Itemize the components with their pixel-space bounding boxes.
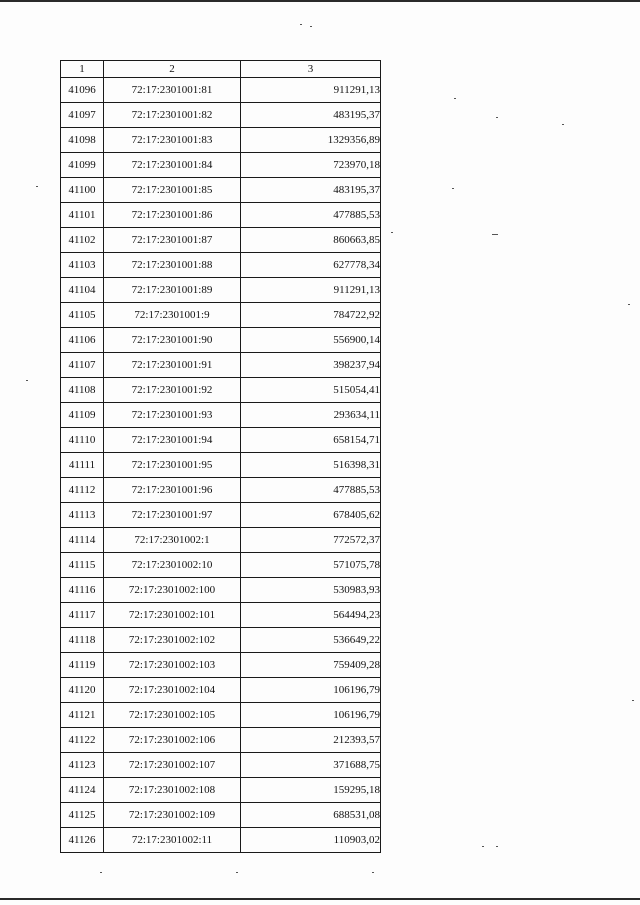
cadastral-number-cell: 72:17:2301001:97 [104,503,241,528]
table-row [61,403,381,428]
cadastral-number-cell: 72:17:2301001:91 [104,353,241,378]
table-header-row [61,61,381,78]
scan-speck [628,304,630,305]
table-row [61,378,381,403]
row-number-cell: 41121 [61,703,104,728]
value-cell: 772572,37 [241,528,381,553]
cadastral-number-cell: 72:17:2301002:103 [104,653,241,678]
value-cell: 759409,28 [241,653,381,678]
table-row [61,828,381,853]
table-row [61,303,381,328]
row-number-cell: 41117 [61,603,104,628]
table-row [61,128,381,153]
value-cell: 477885,53 [241,478,381,503]
row-number-cell: 41105 [61,303,104,328]
scan-speck [452,188,454,189]
value-cell: 106196,79 [241,703,381,728]
table-row [61,778,381,803]
cadastral-number-cell: 72:17:2301001:96 [104,478,241,503]
row-number-cell: 41112 [61,478,104,503]
row-number-cell: 41124 [61,778,104,803]
value-cell: 212393,57 [241,728,381,753]
table-row [61,228,381,253]
table-row [61,253,381,278]
cadastral-number-cell: 72:17:2301001:89 [104,278,241,303]
row-number-cell: 41126 [61,828,104,853]
cadastral-value-table [60,60,381,853]
value-cell: 723970,18 [241,153,381,178]
row-number-cell: 41118 [61,628,104,653]
cadastral-number-cell: 72:17:2301002:108 [104,778,241,803]
table-row [61,653,381,678]
table-row [61,178,381,203]
cadastral-number-cell: 72:17:2301001:87 [104,228,241,253]
table-body [61,78,381,853]
row-number-cell: 41113 [61,503,104,528]
value-cell: 860663,85 [241,228,381,253]
row-number-cell: 41097 [61,103,104,128]
value-cell: 536649,22 [241,628,381,653]
cadastral-number-cell: 72:17:2301001:92 [104,378,241,403]
scan-speck [391,232,393,233]
row-number-cell: 41108 [61,378,104,403]
cadastral-number-cell: 72:17:2301001:9 [104,303,241,328]
value-cell: 627778,34 [241,253,381,278]
scan-speck [36,186,38,187]
value-cell: 483195,37 [241,103,381,128]
value-cell: 159295,18 [241,778,381,803]
row-number-cell: 41120 [61,678,104,703]
cadastral-number-cell: 72:17:2301001:90 [104,328,241,353]
scan-speck [496,846,498,847]
scan-speck [310,26,312,27]
scan-speck [26,380,28,381]
scan-speck [454,98,456,99]
table-row [61,528,381,553]
table-row [61,153,381,178]
value-cell: 911291,13 [241,78,381,103]
value-cell: 398237,94 [241,353,381,378]
value-cell: 678405,62 [241,503,381,528]
cadastral-number-cell: 72:17:2301001:93 [104,403,241,428]
row-number-cell: 41109 [61,403,104,428]
table-row [61,478,381,503]
value-cell: 516398,31 [241,453,381,478]
header-col-3: 3 [241,61,381,78]
value-cell: 483195,37 [241,178,381,203]
value-cell: 784722,92 [241,303,381,328]
value-cell: 564494,23 [241,603,381,628]
row-number-cell: 41100 [61,178,104,203]
row-number-cell: 41119 [61,653,104,678]
row-number-cell: 41115 [61,553,104,578]
cadastral-number-cell: 72:17:2301001:81 [104,78,241,103]
cadastral-number-cell: 72:17:2301001:94 [104,428,241,453]
table-row [61,328,381,353]
table-row [61,628,381,653]
scan-speck [492,234,498,235]
value-cell: 110903,02 [241,828,381,853]
table-row [61,503,381,528]
scan-speck [372,872,374,873]
value-cell: 556900,14 [241,328,381,353]
cadastral-number-cell: 72:17:2301002:106 [104,728,241,753]
header-col-1: 1 [61,61,104,78]
scan-speck [632,700,634,701]
top-border-line [0,0,640,2]
row-number-cell: 41125 [61,803,104,828]
scan-speck [100,872,102,873]
value-cell: 658154,71 [241,428,381,453]
row-number-cell: 41096 [61,78,104,103]
row-number-cell: 41098 [61,128,104,153]
table-row [61,453,381,478]
cadastral-number-cell: 72:17:2301002:11 [104,828,241,853]
cadastral-number-cell: 72:17:2301002:102 [104,628,241,653]
cadastral-number-cell: 72:17:2301002:104 [104,678,241,703]
row-number-cell: 41106 [61,328,104,353]
cadastral-number-cell: 72:17:2301002:101 [104,603,241,628]
table-row [61,103,381,128]
value-cell: 477885,53 [241,203,381,228]
scan-speck [562,124,564,125]
row-number-cell: 41116 [61,578,104,603]
value-cell: 371688,75 [241,753,381,778]
table-row [61,753,381,778]
row-number-cell: 41101 [61,203,104,228]
bottom-border-line [0,898,640,900]
cadastral-number-cell: 72:17:2301002:107 [104,753,241,778]
value-cell: 515054,41 [241,378,381,403]
row-number-cell: 41111 [61,453,104,478]
value-cell: 293634,11 [241,403,381,428]
row-number-cell: 41123 [61,753,104,778]
table-row [61,203,381,228]
cadastral-number-cell: 72:17:2301001:84 [104,153,241,178]
cadastral-number-cell: 72:17:2301001:85 [104,178,241,203]
row-number-cell: 41103 [61,253,104,278]
cadastral-number-cell: 72:17:2301002:105 [104,703,241,728]
table-row [61,278,381,303]
cadastral-number-cell: 72:17:2301001:95 [104,453,241,478]
value-cell: 1329356,89 [241,128,381,153]
scan-speck [300,24,302,25]
row-number-cell: 41122 [61,728,104,753]
cadastral-number-cell: 72:17:2301002:1 [104,528,241,553]
row-number-cell: 41102 [61,228,104,253]
table-row [61,678,381,703]
row-number-cell: 41107 [61,353,104,378]
table-row [61,578,381,603]
value-cell: 911291,13 [241,278,381,303]
row-number-cell: 41104 [61,278,104,303]
cadastral-number-cell: 72:17:2301002:10 [104,553,241,578]
table-row [61,603,381,628]
value-cell: 688531,08 [241,803,381,828]
cadastral-number-cell: 72:17:2301001:83 [104,128,241,153]
header-col-2: 2 [104,61,241,78]
scan-speck [496,117,498,118]
table-row [61,78,381,103]
row-number-cell: 41099 [61,153,104,178]
scan-speck [236,872,238,873]
table-row [61,803,381,828]
row-number-cell: 41110 [61,428,104,453]
table-row [61,353,381,378]
scan-speck [482,846,484,847]
cadastral-number-cell: 72:17:2301001:88 [104,253,241,278]
table-row [61,703,381,728]
cadastral-number-cell: 72:17:2301001:82 [104,103,241,128]
cadastral-number-cell: 72:17:2301002:100 [104,578,241,603]
table-row [61,428,381,453]
row-number-cell: 41114 [61,528,104,553]
value-cell: 571075,78 [241,553,381,578]
table-row [61,728,381,753]
cadastral-number-cell: 72:17:2301001:86 [104,203,241,228]
table-row [61,553,381,578]
cadastral-number-cell: 72:17:2301002:109 [104,803,241,828]
value-cell: 106196,79 [241,678,381,703]
value-cell: 530983,93 [241,578,381,603]
